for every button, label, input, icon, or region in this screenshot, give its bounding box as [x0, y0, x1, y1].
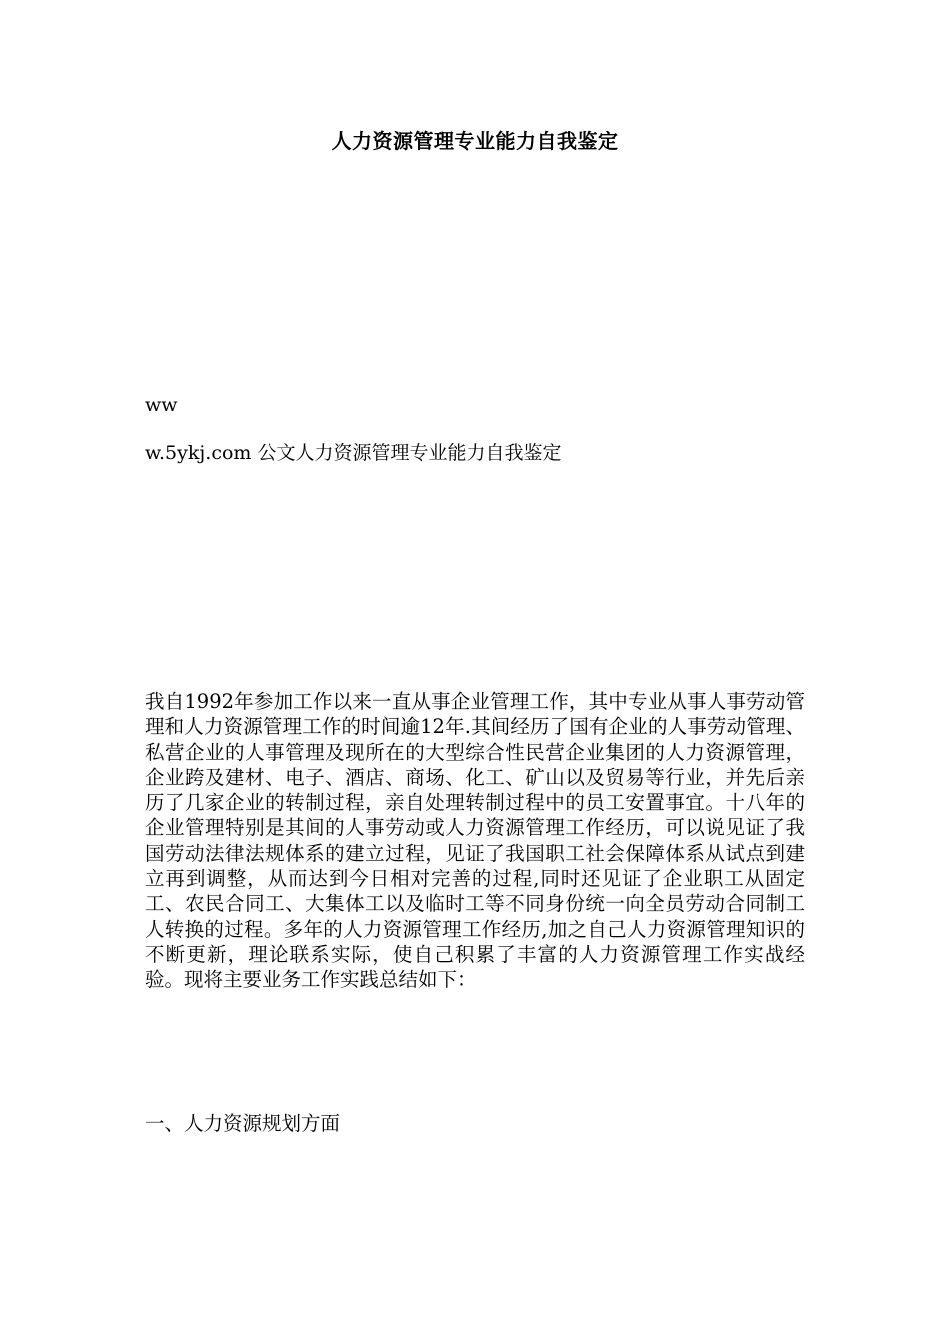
document-title: 人力资源管理专业能力自我鉴定 [331, 129, 619, 153]
source-line-2: w.5ykj.com 公文人力资源管理专业能力自我鉴定 [145, 442, 562, 464]
section-heading: 一、人力资源规划方面 [145, 1112, 341, 1135]
body-paragraph: 我自1992年参加工作以来一直从事企业管理工作，其中专业从事人事劳动管理和人力资源管理工作的时间逾12年.其间经历了国有企业的人事劳动管理、私营企业的人事管理及现所在的大型综合性民营企业集团的人力资源管理，企业跨及建材、电子、酒店、商场、化工、矿山以及贸易等行业，并先后亲历了几家企业的转制过程，亲自处理转制过程中的员工安置事宜。十八年的企业管理特别是其间的人事劳动或人力资源管理工作经历，可以说见证了我国劳动法律法规体系的建立过程，见证了我国职工社会保障体系从试点到建立再到调整，从而达到今日相对完善的过程,同时还见证了企业职工从固定工、农民合同工、大集体工以及临时工等不同身份统一向全员劳动合同制工人转换的过程。多年的人力资源管理工作经历,加之自己人力资源管理知识的不断更新，理论联系实际，使自己积累了丰富的人力资源管理工作实战经验。现将主要业务工作实践总结如下： [145, 690, 805, 992]
source-line-1: ww [145, 394, 178, 416]
